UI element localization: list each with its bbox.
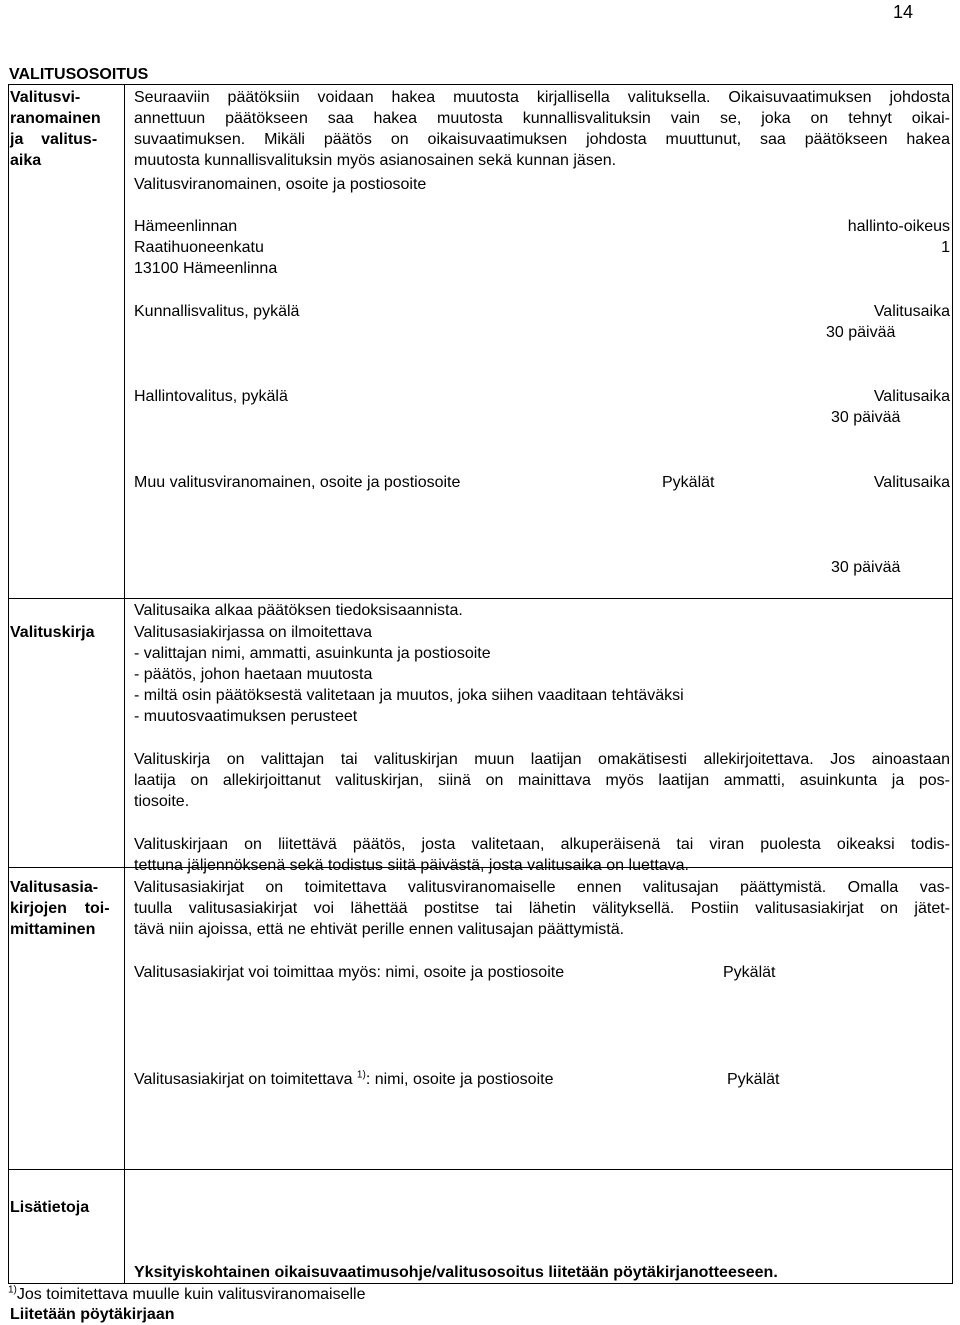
authority-postal: 13100 Hämeenlinna	[134, 260, 278, 277]
section-more-info-label: Lisätietoja	[10, 1199, 90, 1216]
authority-street-number: 1	[941, 239, 950, 256]
other-period-label: Valitusaika	[873, 474, 950, 491]
admin-period-label: Valitusaika	[873, 388, 950, 405]
section-appeal-letter-label: Valituskirja	[10, 624, 95, 641]
period-start-note: Valitusaika alkaa päätöksen tiedoksisaannista.	[134, 602, 463, 619]
other-sections-label: Pykälät	[662, 474, 715, 491]
deliver-also-sections: Pykälät	[723, 964, 776, 981]
other-period-value: 30 päivää	[831, 559, 901, 576]
authority-street: Raatihuoneenkatu	[134, 239, 264, 256]
municipal-period-label: Valitusaika	[873, 303, 950, 320]
deliver-to-sections: Pykälät	[727, 1071, 780, 1088]
municipal-appeal-label: Kunnallisvalitus, pykälä	[134, 303, 300, 320]
admin-period-value: 30 päivää	[831, 409, 901, 426]
authority-name-cont: hallinto-oikeus	[847, 218, 950, 235]
authority-heading: Valitusviranomainen, osoite ja postiosoite	[134, 176, 427, 193]
document-title: VALITUSOSOITUS	[9, 66, 149, 83]
municipal-period-value: 30 päivää	[826, 324, 896, 341]
more-info-note: Yksityiskohtainen oikaisuvaatimusohje/valitusosoitus liitetään pöytäkirjanotteeseen.	[134, 1264, 778, 1281]
authority-name: Hämeenlinnan	[134, 218, 238, 235]
page-number: 14	[893, 2, 914, 22]
admin-appeal-label: Hallintovalitus, pykälä	[134, 388, 288, 405]
footnote: $^{1)}$Jos toimitettava muulle kuin valitusviranomaiselle	[8, 1284, 366, 1303]
other-authority-label: Muu valitusviranomainen, osoite ja postiosoite	[134, 474, 461, 491]
deliver-to-label: Valitusasiakirjat on toimitettava $^{1)}$: nimi, osoite ja postiosoite	[134, 1069, 554, 1088]
footer-note: Liitetään pöytäkirjaan	[10, 1306, 175, 1323]
deliver-also-label: Valitusasiakirjat voi toimittaa myös: nimi, osoite ja postiosoite	[134, 964, 565, 981]
